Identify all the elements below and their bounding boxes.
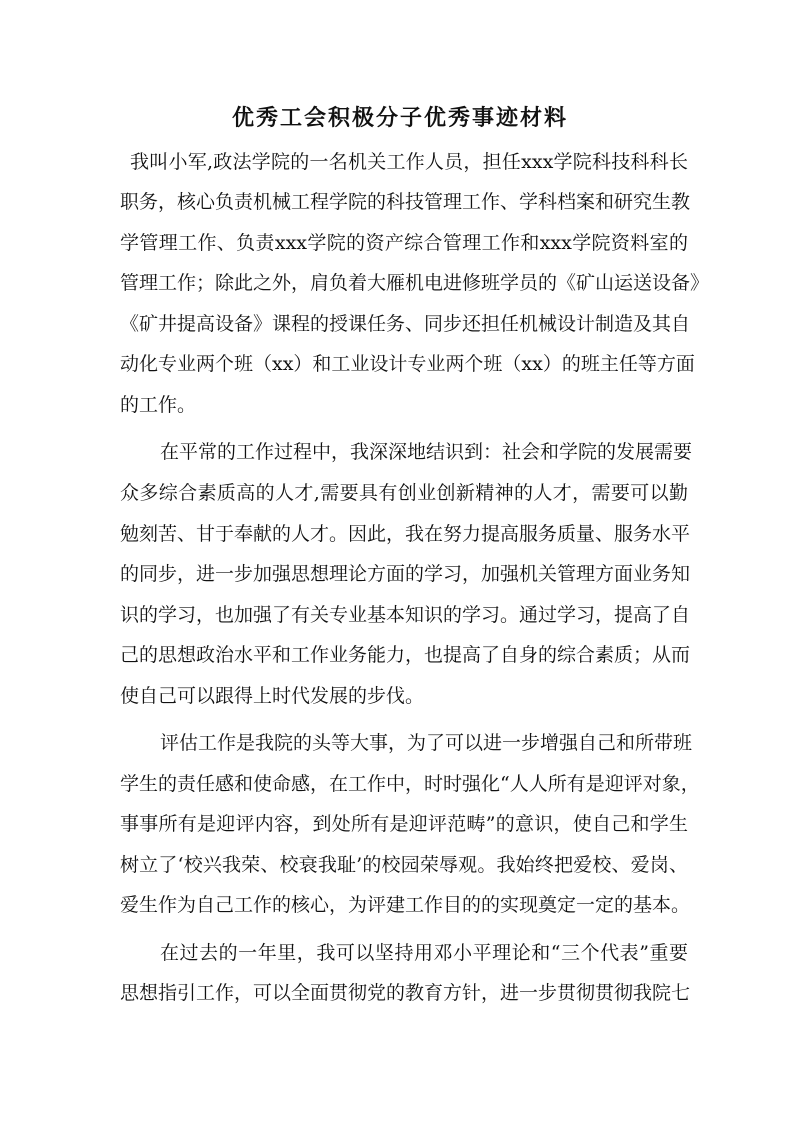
- body-line: 《矿井提高设备》课程的授课任务、同步还担任机械设计制造及其自: [120, 313, 691, 335]
- body-line: 树立了‘校兴我荣、校衰我耻’的校园荣辱观。我始终把爱校、爱岗、: [120, 854, 688, 876]
- document-title: 优秀工会积极分子优秀事迹材料: [231, 105, 568, 131]
- body-line: 思想指引工作，可以全面贯彻党的教育方针，进一步贯彻贯彻我院七: [120, 982, 691, 1004]
- body-line: 勉刻苦、甘于奉献的人才。因此，我在努力提高服务质量、服务水平: [120, 523, 691, 545]
- body-line: 职务，核心负责机械工程学院的科技管理工作、学科档案和研究生教: [120, 191, 691, 213]
- body-line: 在过去的一年里，我可以坚持用邓小平理论和“三个代表”重要: [160, 942, 688, 964]
- body-line: 学生的责任感和使命感，在工作中，时时强化“人人所有是迎评对象，: [120, 773, 700, 795]
- body-line: 我叫小军,政法学院的一名机关工作人员，担任xxx学院科技科科长: [130, 151, 688, 173]
- body-line: 众多综合素质高的人才,需要具有创业创新精神的人才，需要可以勤: [120, 482, 688, 504]
- body-line: 的同步，进一步加强思想理论方面的学习，加强机关管理方面业务知: [120, 563, 691, 585]
- body-line: 学管理工作、负责xxx学院的资产综合管理工作和xxx学院资料室的: [120, 232, 688, 254]
- body-line: 爱生作为自己工作的核心，为评建工作目的的实现奠定一定的基本。: [120, 894, 691, 916]
- body-line: 事事所有是迎评内容，到处所有是迎评范畴”的意识，使自己和学生: [120, 813, 688, 835]
- body-line: 的工作。: [120, 394, 197, 416]
- body-line: 使自己可以跟得上时代发展的步伐。: [120, 685, 425, 707]
- body-line: 评估工作是我院的头等大事，为了可以进一步增强自己和所带班: [160, 732, 693, 754]
- body-line: 己的思想政治水平和工作业务能力，也提高了自身的综合素质；从而: [120, 644, 691, 666]
- body-line: 动化专业两个班（xx）和工业设计专业两个班（xx）的班主任等方面: [120, 353, 695, 375]
- body-line: 识的学习，也加强了有关专业基本知识的学习。通过学习，提高了自: [120, 604, 691, 626]
- body-line: 管理工作；除此之外，肩负着大雁机电进修班学员的《矿山运送设备》: [120, 272, 710, 294]
- body-line: 在平常的工作过程中，我深深地结识到：社会和学院的发展需要: [160, 441, 693, 463]
